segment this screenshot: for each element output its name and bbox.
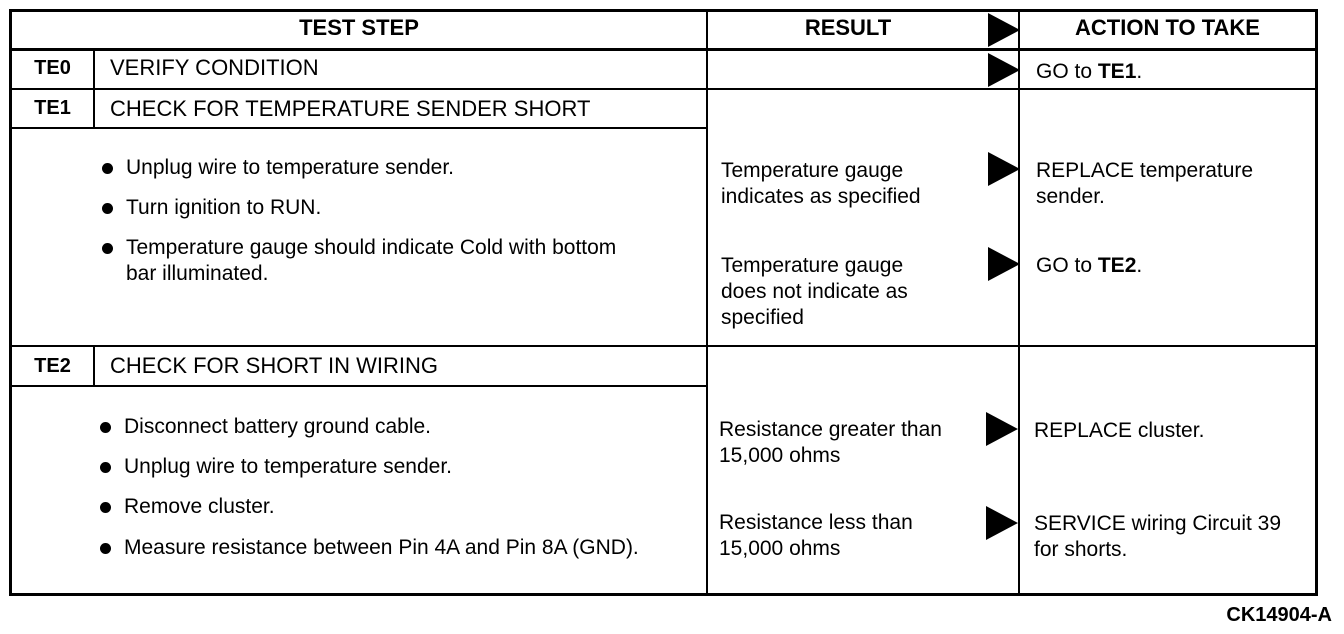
action-te2-b: SERVICE wiring Circuit 39 for shorts. bbox=[1034, 512, 1282, 561]
result-te2-b: Resistance less than 15,000 ohms bbox=[719, 511, 913, 560]
list-item: Turn ignition to RUN. bbox=[102, 195, 686, 221]
action-te0-prefix: GO to bbox=[1036, 60, 1098, 83]
code-divider-te0 bbox=[93, 48, 95, 90]
action-te1-a: REPLACE temperature sender. bbox=[1036, 159, 1254, 208]
right-triangle-arrow-icon bbox=[986, 506, 1018, 540]
action-te0-suffix: . bbox=[1136, 60, 1143, 83]
action-te1-b-link: TE2 bbox=[1097, 254, 1137, 277]
right-triangle-arrow-icon bbox=[988, 53, 1020, 87]
list-item: Unplug wire to temperature sender. bbox=[100, 454, 704, 480]
right-triangle-arrow-icon bbox=[988, 13, 1020, 47]
header-bottom-rule bbox=[9, 48, 1318, 51]
te2-title-bottom-rule bbox=[9, 385, 708, 387]
figure-id: CK14904-A bbox=[1226, 604, 1332, 626]
te0-bottom-rule bbox=[9, 88, 1318, 90]
header-result: RESULT bbox=[804, 15, 892, 40]
table-border-right bbox=[1315, 9, 1318, 596]
list-item: Unplug wire to temperature sender. bbox=[102, 155, 686, 181]
result-te1-a: Temperature gauge indicates as specified bbox=[721, 159, 921, 208]
action-te1-b bbox=[1036, 253, 1142, 279]
te1-title-bottom-rule bbox=[9, 127, 708, 129]
list-item: Remove cluster. bbox=[100, 494, 704, 520]
right-triangle-arrow-icon bbox=[988, 247, 1020, 281]
code-divider-te2 bbox=[93, 345, 95, 387]
action-te2-a: REPLACE cluster. bbox=[1034, 419, 1205, 442]
action-te0 bbox=[1036, 59, 1142, 85]
list-item: Disconnect battery ground cable. bbox=[100, 414, 704, 440]
step-title-te1: CHECK FOR TEMPERATURE SENDER SHORT bbox=[110, 96, 591, 121]
right-triangle-arrow-icon bbox=[986, 412, 1018, 446]
te1-bottom-rule bbox=[9, 345, 1318, 347]
list-item: Temperature gauge should indicate Cold with bottom bar illuminated. bbox=[102, 235, 646, 287]
action-te1-b-suffix: . bbox=[1136, 254, 1143, 277]
table-border-top bbox=[9, 9, 1318, 12]
column-divider-action bbox=[1018, 9, 1020, 596]
result-te2-a: Resistance greater than 15,000 ohms bbox=[719, 418, 942, 467]
header-test-step: TEST STEP bbox=[299, 15, 419, 40]
step-title-te2: CHECK FOR SHORT IN WIRING bbox=[110, 353, 438, 378]
step-code-te0: TE0 bbox=[34, 57, 71, 79]
step-title-te0: VERIFY CONDITION bbox=[110, 55, 319, 80]
step-code-te1: TE1 bbox=[34, 97, 71, 119]
table-border-bottom bbox=[9, 593, 1318, 596]
action-te1-b-prefix: GO to bbox=[1036, 254, 1098, 277]
result-te1-b: Temperature gauge does not indicate as specified bbox=[721, 254, 908, 329]
column-divider-result bbox=[706, 9, 708, 596]
list-item: Measure resistance between Pin 4A and Pin 8A (GND). bbox=[100, 535, 684, 561]
header-action-to-take: ACTION TO TAKE bbox=[1075, 15, 1260, 40]
right-triangle-arrow-icon bbox=[988, 152, 1020, 186]
action-te0-link: TE1 bbox=[1097, 60, 1137, 83]
step-code-te2: TE2 bbox=[34, 355, 71, 377]
code-divider-te1 bbox=[93, 88, 95, 129]
